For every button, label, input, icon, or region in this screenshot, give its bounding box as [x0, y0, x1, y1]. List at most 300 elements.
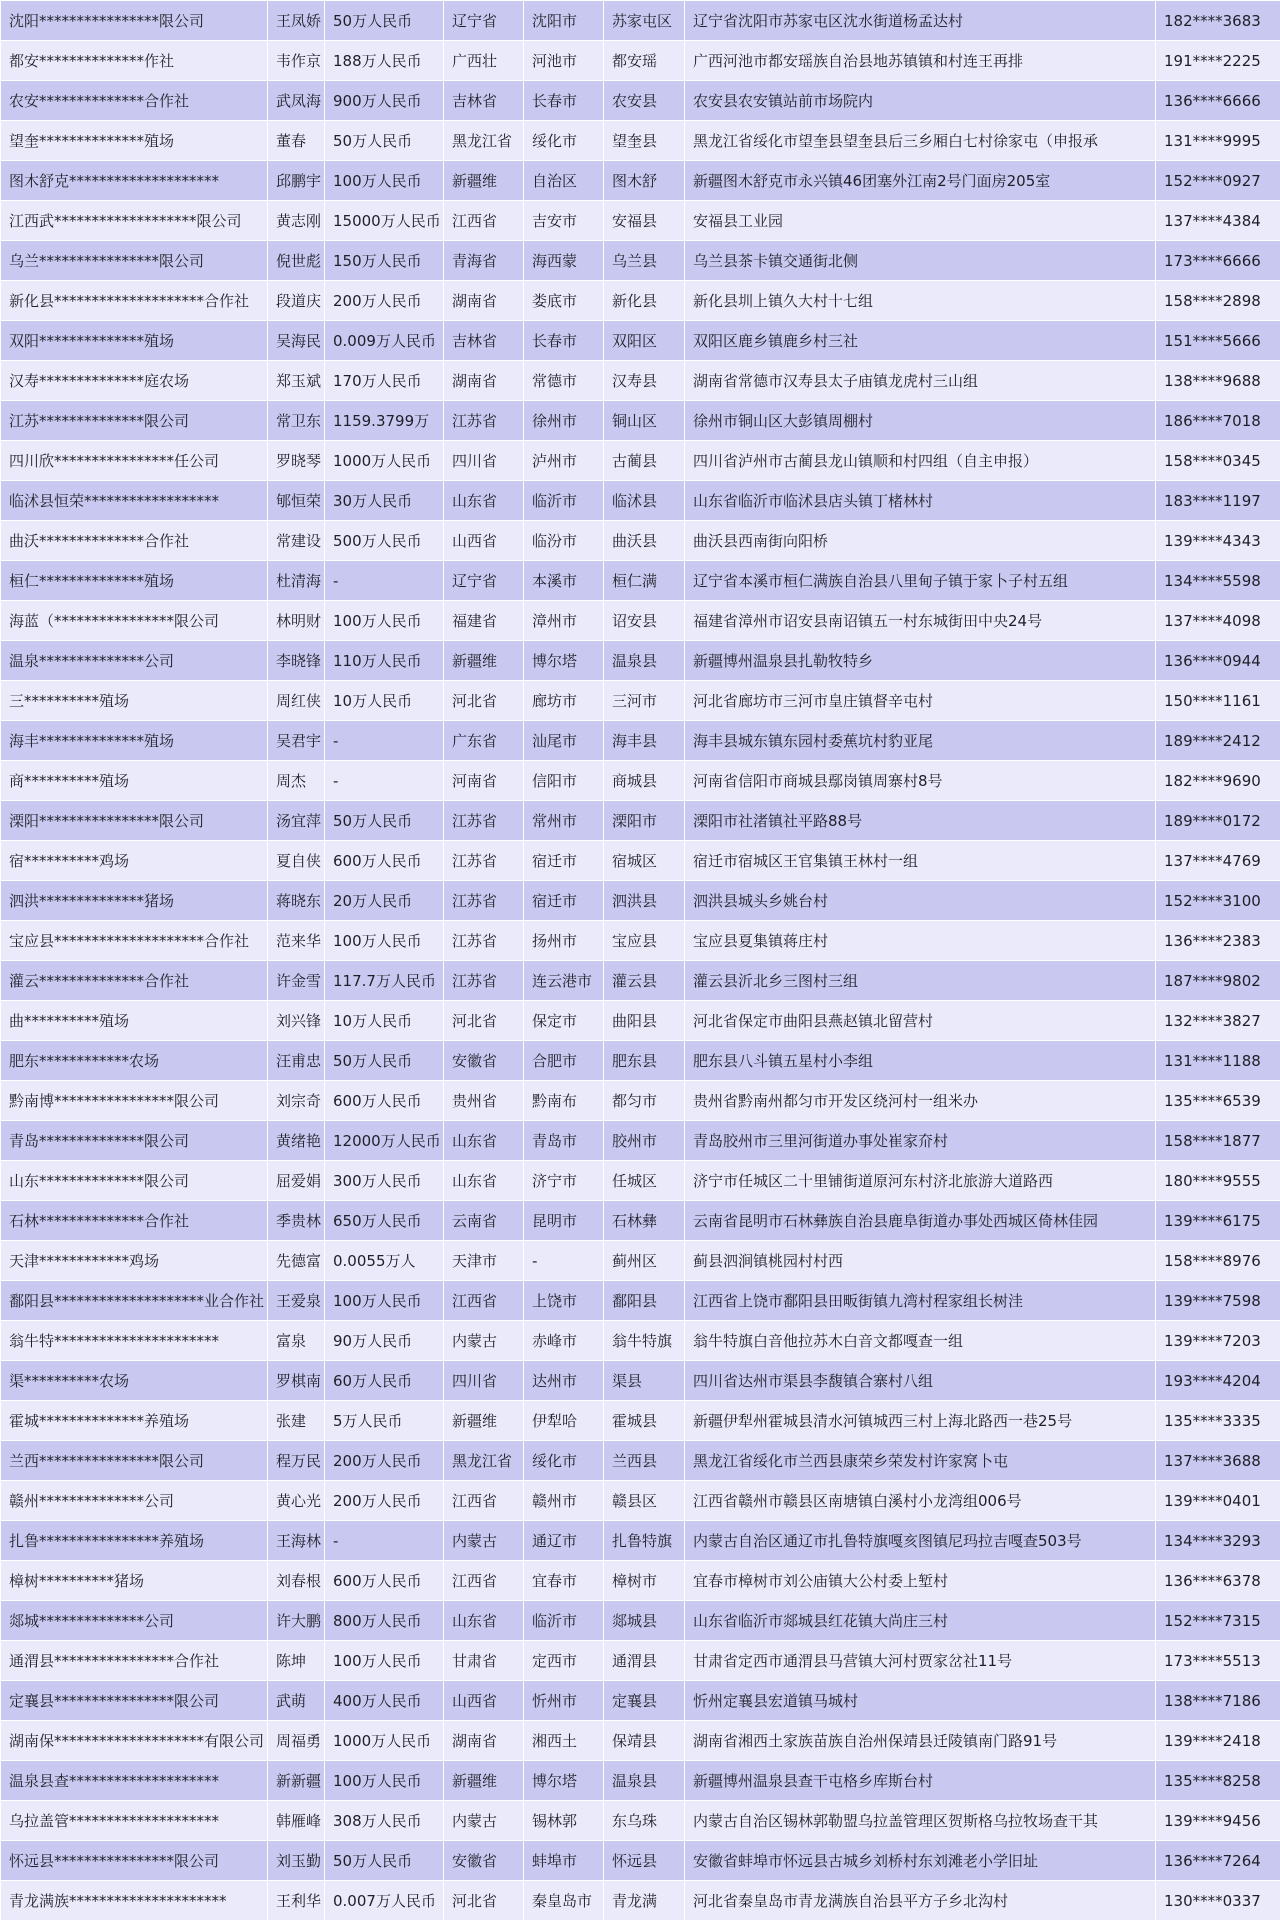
- table-row: [1, 1361, 1280, 1401]
- address-cell: 忻州定襄县宏道镇马城村: [685, 1681, 1156, 1721]
- capital-cell: 900万人民币: [325, 81, 444, 121]
- legal-rep-cell: 周福勇: [268, 1721, 325, 1761]
- address-cell: 农安县农安镇站前市场院内: [685, 81, 1156, 121]
- company-name-cell: 青龙满族*********************: [1, 1881, 268, 1921]
- phone-cell: 173****5513: [1156, 1641, 1280, 1681]
- city-cell: 扬州市: [524, 921, 604, 961]
- capital-cell: 110万人民币: [325, 641, 444, 681]
- district-cell: 郯城县: [604, 1601, 685, 1641]
- city-cell: 忻州市: [524, 1681, 604, 1721]
- company-name-cell: 海丰**************殖场: [1, 721, 268, 761]
- capital-cell: 400万人民币: [325, 1681, 444, 1721]
- company-name-cell: 汉寿**************庭农场: [1, 361, 268, 401]
- province-cell: 江西省: [444, 1481, 524, 1521]
- legal-rep-cell: 周红侠: [268, 681, 325, 721]
- legal-rep-cell: 韦作京: [268, 41, 325, 81]
- phone-cell: 158****1877: [1156, 1121, 1280, 1161]
- capital-cell: 100万人民币: [325, 1761, 444, 1801]
- address-cell: 徐州市铜山区大彭镇周棚村: [685, 401, 1156, 441]
- capital-cell: 200万人民币: [325, 281, 444, 321]
- address-cell: 肥东县八斗镇五星村小李组: [685, 1041, 1156, 1081]
- address-cell: 翁牛特旗白音他拉苏木白音文都嘎查一组: [685, 1321, 1156, 1361]
- phone-cell: 152****7315: [1156, 1601, 1280, 1641]
- capital-cell: 0.009万人民币: [325, 321, 444, 361]
- district-cell: 温泉县: [604, 1761, 685, 1801]
- province-cell: 新疆维: [444, 161, 524, 201]
- capital-cell: 100万人民币: [325, 921, 444, 961]
- district-cell: 三河市: [604, 681, 685, 721]
- phone-cell: 139****2418: [1156, 1721, 1280, 1761]
- city-cell: 济宁市: [524, 1161, 604, 1201]
- company-name-cell: 四川欣****************任公司: [1, 441, 268, 481]
- province-cell: 河北省: [444, 681, 524, 721]
- district-cell: 曲阳县: [604, 1001, 685, 1041]
- city-cell: 宿迁市: [524, 841, 604, 881]
- capital-cell: 100万人民币: [325, 1641, 444, 1681]
- company-name-cell: 临沭县恒荣******************: [1, 481, 268, 521]
- city-cell: 漳州市: [524, 601, 604, 641]
- province-cell: 辽宁省: [444, 1, 524, 41]
- table-row: [1, 1, 1280, 41]
- capital-cell: 50万人民币: [325, 1841, 444, 1881]
- address-cell: 安福县工业园: [685, 201, 1156, 241]
- company-name-cell: 江西武*******************限公司: [1, 201, 268, 241]
- address-cell: 宝应县夏集镇蒋庄村: [685, 921, 1156, 961]
- phone-cell: 131****9995: [1156, 121, 1280, 161]
- table-row: [1, 681, 1280, 721]
- city-cell: 合肥市: [524, 1041, 604, 1081]
- company-name-cell: 宝应县********************合作社: [1, 921, 268, 961]
- company-name-cell: 新化县********************合作社: [1, 281, 268, 321]
- capital-cell: -: [325, 1521, 444, 1561]
- phone-cell: 139****4343: [1156, 521, 1280, 561]
- company-name-cell: 定襄县****************限公司: [1, 1681, 268, 1721]
- address-cell: 双阳区鹿乡镇鹿乡村三社: [685, 321, 1156, 361]
- city-cell: 廊坊市: [524, 681, 604, 721]
- table-row: [1, 81, 1280, 121]
- province-cell: 江西省: [444, 1561, 524, 1601]
- table-row: [1, 1801, 1280, 1841]
- district-cell: 灌云县: [604, 961, 685, 1001]
- district-cell: 蓟州区: [604, 1241, 685, 1281]
- address-cell: 河北省保定市曲阳县燕赵镇北留营村: [685, 1001, 1156, 1041]
- address-cell: 灌云县沂北乡三图村三组: [685, 961, 1156, 1001]
- address-cell: 新化县圳上镇久大村十七组: [685, 281, 1156, 321]
- capital-cell: 10万人民币: [325, 681, 444, 721]
- legal-rep-cell: 罗棋南: [268, 1361, 325, 1401]
- capital-cell: 100万人民币: [325, 161, 444, 201]
- company-name-cell: 宿**********鸡场: [1, 841, 268, 881]
- table-row: [1, 801, 1280, 841]
- district-cell: 兰西县: [604, 1441, 685, 1481]
- legal-rep-cell: 倪世彪: [268, 241, 325, 281]
- legal-rep-cell: 武萌: [268, 1681, 325, 1721]
- company-name-cell: 农安**************合作社: [1, 81, 268, 121]
- legal-rep-cell: 汪甫忠: [268, 1041, 325, 1081]
- city-cell: 博尔塔: [524, 641, 604, 681]
- table-row: [1, 361, 1280, 401]
- phone-cell: 183****1197: [1156, 481, 1280, 521]
- capital-cell: 500万人民币: [325, 521, 444, 561]
- capital-cell: -: [325, 761, 444, 801]
- district-cell: 翁牛特旗: [604, 1321, 685, 1361]
- capital-cell: 600万人民币: [325, 1561, 444, 1601]
- phone-cell: 135****3335: [1156, 1401, 1280, 1441]
- district-cell: 鄱阳县: [604, 1281, 685, 1321]
- district-cell: 东乌珠: [604, 1801, 685, 1841]
- legal-rep-cell: 富泉: [268, 1321, 325, 1361]
- legal-rep-cell: 季贵林: [268, 1201, 325, 1241]
- company-name-cell: 湖南保********************有限公司: [1, 1721, 268, 1761]
- table-row: [1, 1561, 1280, 1601]
- city-cell: 信阳市: [524, 761, 604, 801]
- table-body: [1, 1, 1280, 1921]
- legal-rep-cell: 韩雁峰: [268, 1801, 325, 1841]
- address-cell: 泗洪县城头乡姚台村: [685, 881, 1156, 921]
- address-cell: 河北省秦皇岛市青龙满族自治县平方子乡北沟村: [685, 1881, 1156, 1921]
- phone-cell: 136****2383: [1156, 921, 1280, 961]
- city-cell: 伊犁哈: [524, 1401, 604, 1441]
- company-name-cell: 山东**************限公司: [1, 1161, 268, 1201]
- legal-rep-cell: 王利华: [268, 1881, 325, 1921]
- phone-cell: 139****0401: [1156, 1481, 1280, 1521]
- legal-rep-cell: 程万民: [268, 1441, 325, 1481]
- district-cell: 宝应县: [604, 921, 685, 961]
- district-cell: 溧阳市: [604, 801, 685, 841]
- table-row: [1, 521, 1280, 561]
- table-row: [1, 1841, 1280, 1881]
- table-row: [1, 1001, 1280, 1041]
- address-cell: 江西省赣州市赣县区南塘镇白溪村小龙湾组006号: [685, 1481, 1156, 1521]
- phone-cell: 139****7203: [1156, 1321, 1280, 1361]
- company-name-cell: 郯城**************公司: [1, 1601, 268, 1641]
- address-cell: 河南省信阳市商城县鄢岗镇周寨村8号: [685, 761, 1156, 801]
- legal-rep-cell: 黄心光: [268, 1481, 325, 1521]
- company-name-cell: 乌拉盖管********************: [1, 1801, 268, 1841]
- table-row: [1, 561, 1280, 601]
- legal-rep-cell: 罗晓琴: [268, 441, 325, 481]
- company-name-cell: 石林**************合作社: [1, 1201, 268, 1241]
- company-name-cell: 黔南博****************限公司: [1, 1081, 268, 1121]
- city-cell: 蚌埠市: [524, 1841, 604, 1881]
- capital-cell: 10万人民币: [325, 1001, 444, 1041]
- table-row: [1, 1241, 1280, 1281]
- address-cell: 黑龙江省绥化市兰西县康荣乡荣发村许家窝卜屯: [685, 1441, 1156, 1481]
- phone-cell: 134****5598: [1156, 561, 1280, 601]
- capital-cell: 0.007万人民币: [325, 1881, 444, 1921]
- legal-rep-cell: 新新疆: [268, 1761, 325, 1801]
- address-cell: 福建省漳州市诏安县南诏镇五一村东城街田中央24号: [685, 601, 1156, 641]
- address-cell: 新疆图木舒克市永兴镇46团塞外江南2号门面房205室: [685, 161, 1156, 201]
- province-cell: 山西省: [444, 521, 524, 561]
- province-cell: 江西省: [444, 1281, 524, 1321]
- address-cell: 山东省临沂市郯城县红花镇大尚庄三村: [685, 1601, 1156, 1641]
- city-cell: 吉安市: [524, 201, 604, 241]
- province-cell: 青海省: [444, 241, 524, 281]
- capital-cell: 600万人民币: [325, 841, 444, 881]
- capital-cell: 90万人民币: [325, 1321, 444, 1361]
- address-cell: 湖南省湘西土家族苗族自治州保靖县迁陵镇南门路91号: [685, 1721, 1156, 1761]
- company-name-cell: 翁牛特**********************: [1, 1321, 268, 1361]
- address-cell: 四川省达州市渠县李馥镇合寨村八组: [685, 1361, 1156, 1401]
- legal-rep-cell: 汤宜萍: [268, 801, 325, 841]
- phone-cell: 134****3293: [1156, 1521, 1280, 1561]
- district-cell: 青龙满: [604, 1881, 685, 1921]
- table-row: [1, 1521, 1280, 1561]
- district-cell: 古蔺县: [604, 441, 685, 481]
- legal-rep-cell: 李晓锋: [268, 641, 325, 681]
- city-cell: 徐州市: [524, 401, 604, 441]
- company-name-cell: 怀远县****************限公司: [1, 1841, 268, 1881]
- address-cell: 甘肃省定西市通渭县马营镇大河村贾家岔社11号: [685, 1641, 1156, 1681]
- city-cell: 保定市: [524, 1001, 604, 1041]
- capital-cell: 20万人民币: [325, 881, 444, 921]
- city-cell: -: [524, 1241, 604, 1281]
- capital-cell: 200万人民币: [325, 1441, 444, 1481]
- address-cell: 蓟县泗涧镇桃园村村西: [685, 1241, 1156, 1281]
- province-cell: 吉林省: [444, 81, 524, 121]
- company-name-cell: 望奎**************殖场: [1, 121, 268, 161]
- city-cell: 绥化市: [524, 121, 604, 161]
- district-cell: 泗洪县: [604, 881, 685, 921]
- district-cell: 商城县: [604, 761, 685, 801]
- district-cell: 农安县: [604, 81, 685, 121]
- table-row: [1, 1641, 1280, 1681]
- province-cell: 内蒙古: [444, 1801, 524, 1841]
- province-cell: 山东省: [444, 1601, 524, 1641]
- table-row: [1, 401, 1280, 441]
- phone-cell: 173****6666: [1156, 241, 1280, 281]
- table-row: [1, 1481, 1280, 1521]
- table-row: [1, 1321, 1280, 1361]
- legal-rep-cell: 武凤海: [268, 81, 325, 121]
- address-cell: 溧阳市社渚镇社平路88号: [685, 801, 1156, 841]
- address-cell: 江西省上饶市鄱阳县田畈街镇九湾村程家组长树洼: [685, 1281, 1156, 1321]
- phone-cell: 139****6175: [1156, 1201, 1280, 1241]
- capital-cell: 650万人民币: [325, 1201, 444, 1241]
- address-cell: 内蒙古自治区通辽市扎鲁特旗嘎亥图镇尼玛拉吉嘎查503号: [685, 1521, 1156, 1561]
- company-name-cell: 溧阳****************限公司: [1, 801, 268, 841]
- table-row: [1, 1121, 1280, 1161]
- phone-cell: 158****8976: [1156, 1241, 1280, 1281]
- capital-cell: 50万人民币: [325, 121, 444, 161]
- legal-rep-cell: 王海林: [268, 1521, 325, 1561]
- city-cell: 黔南布: [524, 1081, 604, 1121]
- province-cell: 江西省: [444, 201, 524, 241]
- capital-cell: -: [325, 721, 444, 761]
- company-name-cell: 通渭县****************合作社: [1, 1641, 268, 1681]
- province-cell: 江苏省: [444, 401, 524, 441]
- city-cell: 绥化市: [524, 1441, 604, 1481]
- capital-cell: 5万人民币: [325, 1401, 444, 1441]
- company-name-cell: 赣州**************公司: [1, 1481, 268, 1521]
- city-cell: 赣州市: [524, 1481, 604, 1521]
- table-row: [1, 1881, 1280, 1921]
- capital-cell: 1000万人民币: [325, 1721, 444, 1761]
- legal-rep-cell: 刘宗奇: [268, 1081, 325, 1121]
- capital-cell: 15000万人民币: [325, 201, 444, 241]
- phone-cell: 137****4098: [1156, 601, 1280, 641]
- phone-cell: 136****6666: [1156, 81, 1280, 121]
- company-name-cell: 江苏**************限公司: [1, 401, 268, 441]
- capital-cell: 100万人民币: [325, 1281, 444, 1321]
- company-name-cell: 曲**********殖场: [1, 1001, 268, 1041]
- company-name-cell: 兰西****************限公司: [1, 1441, 268, 1481]
- legal-rep-cell: 许大鹏: [268, 1601, 325, 1641]
- city-cell: 长春市: [524, 81, 604, 121]
- address-cell: 山东省临沂市临沭县店头镇丁楮林村: [685, 481, 1156, 521]
- district-cell: 临沭县: [604, 481, 685, 521]
- district-cell: 诏安县: [604, 601, 685, 641]
- legal-rep-cell: 常卫东: [268, 401, 325, 441]
- city-cell: 达州市: [524, 1361, 604, 1401]
- company-name-cell: 温泉**************公司: [1, 641, 268, 681]
- legal-rep-cell: 段道庆: [268, 281, 325, 321]
- phone-cell: 137****4384: [1156, 201, 1280, 241]
- address-cell: 济宁市任城区二十里铺街道原河东村济北旅游大道路西: [685, 1161, 1156, 1201]
- company-name-cell: 温泉县查********************: [1, 1761, 268, 1801]
- table-row: [1, 1601, 1280, 1641]
- company-name-cell: 霍城**************养殖场: [1, 1401, 268, 1441]
- district-cell: 霍城县: [604, 1401, 685, 1441]
- table-row: [1, 1761, 1280, 1801]
- city-cell: 定西市: [524, 1641, 604, 1681]
- province-cell: 河北省: [444, 1001, 524, 1041]
- district-cell: 怀远县: [604, 1841, 685, 1881]
- table-row: [1, 321, 1280, 361]
- company-name-cell: 海蓝（****************限公司: [1, 601, 268, 641]
- province-cell: 黑龙江省: [444, 121, 524, 161]
- district-cell: 都匀市: [604, 1081, 685, 1121]
- district-cell: 新化县: [604, 281, 685, 321]
- phone-cell: 186****7018: [1156, 401, 1280, 441]
- province-cell: 福建省: [444, 601, 524, 641]
- table-row: [1, 721, 1280, 761]
- province-cell: 贵州省: [444, 1081, 524, 1121]
- district-cell: 图木舒: [604, 161, 685, 201]
- table-row: [1, 1081, 1280, 1121]
- city-cell: 锡林郭: [524, 1801, 604, 1841]
- legal-rep-cell: 刘兴锋: [268, 1001, 325, 1041]
- city-cell: 临沂市: [524, 481, 604, 521]
- city-cell: 长春市: [524, 321, 604, 361]
- phone-cell: 187****9802: [1156, 961, 1280, 1001]
- table-row: [1, 281, 1280, 321]
- address-cell: 曲沃县西南街向阳桥: [685, 521, 1156, 561]
- phone-cell: 135****6539: [1156, 1081, 1280, 1121]
- city-cell: 本溪市: [524, 561, 604, 601]
- company-name-cell: 青岛**************限公司: [1, 1121, 268, 1161]
- table-row: [1, 961, 1280, 1001]
- legal-rep-cell: 黄绪艳: [268, 1121, 325, 1161]
- table-row: [1, 1281, 1280, 1321]
- table-row: [1, 161, 1280, 201]
- legal-rep-cell: 刘春根: [268, 1561, 325, 1601]
- district-cell: 曲沃县: [604, 521, 685, 561]
- table-row: [1, 761, 1280, 801]
- table-row: [1, 641, 1280, 681]
- table-row: [1, 1721, 1280, 1761]
- table-row: [1, 601, 1280, 641]
- address-cell: 湖南省常德市汉寿县太子庙镇龙虎村三山组: [685, 361, 1156, 401]
- city-cell: 常德市: [524, 361, 604, 401]
- table-row: [1, 1201, 1280, 1241]
- province-cell: 湖南省: [444, 361, 524, 401]
- district-cell: 温泉县: [604, 641, 685, 681]
- capital-cell: 170万人民币: [325, 361, 444, 401]
- phone-cell: 189****0172: [1156, 801, 1280, 841]
- address-cell: 新疆伊犁州霍城县清水河镇城西三村上海北路西一巷25号: [685, 1401, 1156, 1441]
- table-row: [1, 41, 1280, 81]
- company-name-cell: 三**********殖场: [1, 681, 268, 721]
- phone-cell: 132****3827: [1156, 1001, 1280, 1041]
- city-cell: 沈阳市: [524, 1, 604, 41]
- table-row: [1, 121, 1280, 161]
- company-name-cell: 鄱阳县********************业合作社: [1, 1281, 268, 1321]
- province-cell: 云南省: [444, 1201, 524, 1241]
- capital-cell: 1159.3799万: [325, 401, 444, 441]
- capital-cell: 100万人民币: [325, 601, 444, 641]
- province-cell: 江苏省: [444, 961, 524, 1001]
- district-cell: 乌兰县: [604, 241, 685, 281]
- capital-cell: -: [325, 561, 444, 601]
- legal-rep-cell: 吴君宇: [268, 721, 325, 761]
- district-cell: 胶州市: [604, 1121, 685, 1161]
- city-cell: 临沂市: [524, 1601, 604, 1641]
- table-row: [1, 481, 1280, 521]
- city-cell: 秦皇岛市: [524, 1881, 604, 1921]
- address-cell: 新疆博州温泉县查干屯格乡库斯台村: [685, 1761, 1156, 1801]
- province-cell: 江苏省: [444, 921, 524, 961]
- phone-cell: 131****1188: [1156, 1041, 1280, 1081]
- phone-cell: 189****2412: [1156, 721, 1280, 761]
- address-cell: 辽宁省本溪市桓仁满族自治县八里甸子镇于家卜子村五组: [685, 561, 1156, 601]
- province-cell: 四川省: [444, 441, 524, 481]
- phone-cell: 137****4769: [1156, 841, 1280, 881]
- table-row: [1, 1681, 1280, 1721]
- table-row: [1, 441, 1280, 481]
- phone-cell: 158****0345: [1156, 441, 1280, 481]
- province-cell: 山东省: [444, 1161, 524, 1201]
- company-name-cell: 泗洪**************猪场: [1, 881, 268, 921]
- province-cell: 吉林省: [444, 321, 524, 361]
- city-cell: 汕尾市: [524, 721, 604, 761]
- district-cell: 赣县区: [604, 1481, 685, 1521]
- district-cell: 汉寿县: [604, 361, 685, 401]
- address-cell: 黑龙江省绥化市望奎县望奎县后三乡厢白七村徐家屯（申报承: [685, 121, 1156, 161]
- province-cell: 安徽省: [444, 1041, 524, 1081]
- phone-cell: 136****6378: [1156, 1561, 1280, 1601]
- city-cell: 宜春市: [524, 1561, 604, 1601]
- legal-rep-cell: 林明财: [268, 601, 325, 641]
- district-cell: 定襄县: [604, 1681, 685, 1721]
- phone-cell: 130****0337: [1156, 1881, 1280, 1921]
- province-cell: 新疆维: [444, 1761, 524, 1801]
- district-cell: 扎鲁特旗: [604, 1521, 685, 1561]
- capital-cell: 300万人民币: [325, 1161, 444, 1201]
- capital-cell: 12000万人民币: [325, 1121, 444, 1161]
- table-row: [1, 201, 1280, 241]
- city-cell: 青岛市: [524, 1121, 604, 1161]
- phone-cell: 191****2225: [1156, 41, 1280, 81]
- capital-cell: 30万人民币: [325, 481, 444, 521]
- legal-rep-cell: 周杰: [268, 761, 325, 801]
- table-row: [1, 1041, 1280, 1081]
- company-name-cell: 乌兰****************限公司: [1, 241, 268, 281]
- district-cell: 保靖县: [604, 1721, 685, 1761]
- city-cell: 泸州市: [524, 441, 604, 481]
- capital-cell: 117.7万人民币: [325, 961, 444, 1001]
